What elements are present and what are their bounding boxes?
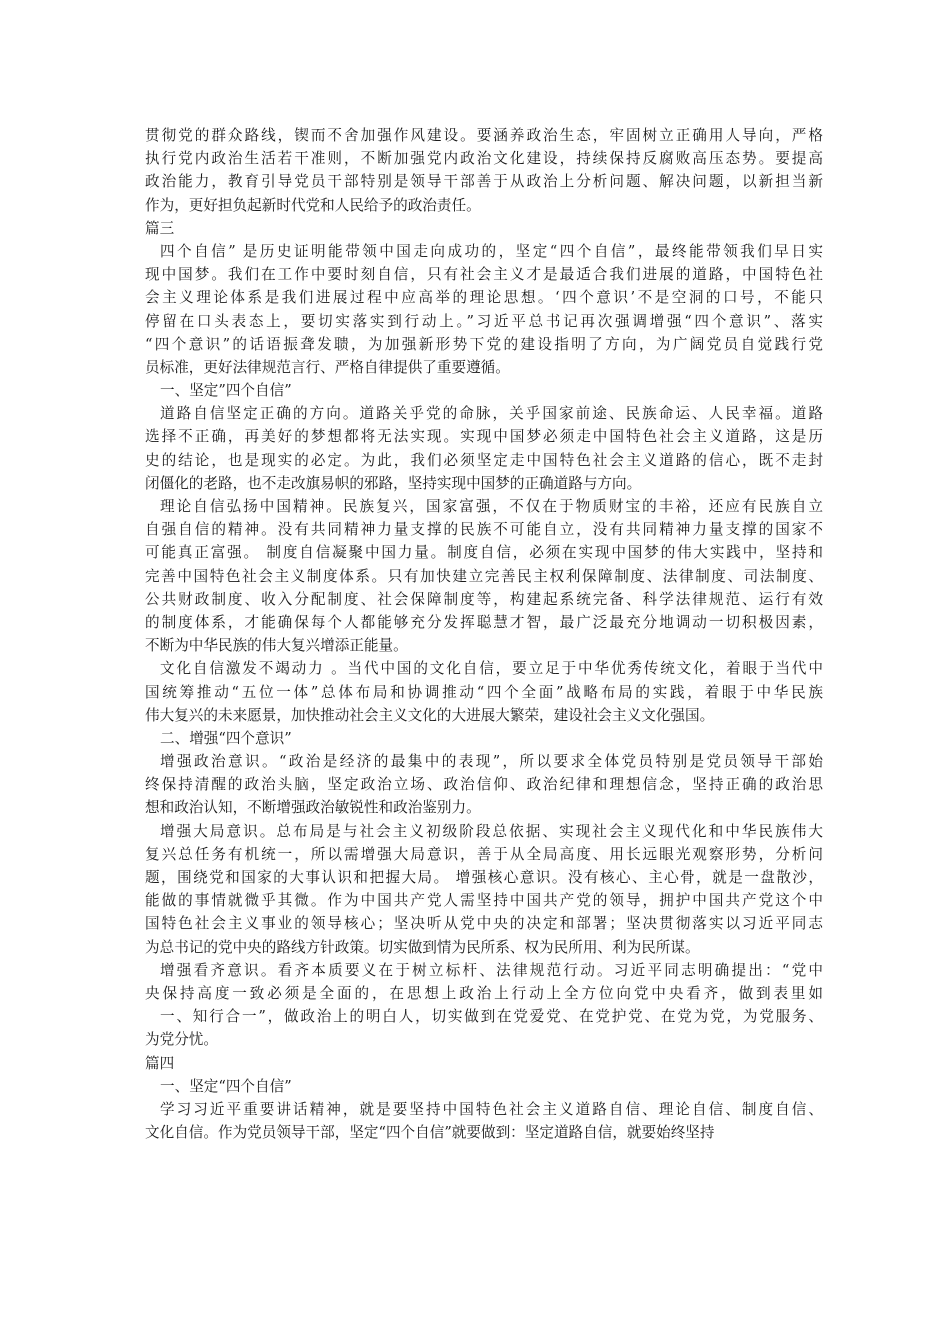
text-line: 会主义理论体系是我们进展过程中应高举的理论思想。‘四个意识’不是空洞的口号，不能只 — [145, 289, 823, 307]
text-line: 一、坚定“四个自信” — [160, 1077, 292, 1095]
text-line: “四个意识”的话语振聋发聩，为加强新形势下党的建设指明了方向，为广阔党员自觉践行党 — [145, 335, 823, 353]
text-line: 学习习近平重要讲话精神，就是要坚持中国特色社会主义道路自信、理论自信、制度自信、 — [160, 1100, 823, 1118]
text-line: 题，围绕党和国家的大事认识和把握大局。 增强核心意识。没有核心、主心骨，就是一盘散沙， — [145, 869, 823, 886]
text-line: 二、增强“四个意识” — [160, 729, 292, 747]
text-line: 文化自信激发不竭动力 。当代中国的文化自信，要立足于中华优秀传统文化，着眼于当代中 — [160, 660, 823, 678]
text-line: 执行党内政治生活若干准则，不断加强党内政治文化建设，持续保持反腐败高压态势。要提高 — [145, 150, 823, 168]
document-body — [145, 124, 823, 1144]
text-line: 史的结论，也是现实的必定。为此，我们必须坚定走中国特色社会主义道路的信心，既不走封 — [145, 451, 823, 469]
text-line: 贯彻党的群众路线，锲而不舍加强作风建设。要涵养政治生态，牢固树立正确用人导向，严格 — [145, 127, 823, 144]
text-line: 能做的事情就微乎其微。作为中国共产党人需坚持中国共产党的领导，拥护中国共产党这个中 — [145, 892, 823, 910]
text-line: 停留在口头表态上，要切实落实到行动上。”习近平总书记再次强调增强“四个意识”、落实 — [145, 312, 823, 330]
text-line: 现中国梦。我们在工作中要时刻自信，只有社会主义才是最适合我们进展的道路，中国特色社 — [145, 266, 823, 284]
text-line: 增强大局意识。总布局是与社会主义初级阶段总依据、实现社会主义现代化和中华民族伟大 — [160, 822, 823, 840]
text-line: 选择不正确，再美好的梦想都将无法实现。实现中国梦必须走中国特色社会主义道路，这是历 — [145, 428, 823, 446]
text-line: 完善中国特色社会主义制度体系。只有加快建立完善民主权利保障制度、法律制度、司法制度、 — [145, 567, 823, 585]
text-line: 国特色社会主义事业的领导核心；坚决听从党中央的决定和部署；坚决贯彻落实以习近平同志 — [145, 915, 823, 933]
text-line: 公共财政制度、收入分配制度、社会保障制度等，构建起系统完备、科学法律规范、运行有效 — [145, 590, 823, 608]
text-line: 一、知行合一”，做政治上的明白人，切实做到在党爱党、在党护党、在党为党，为党服务、 — [160, 1008, 823, 1026]
text-line: 理论自信弘扬中国精神。民族复兴，国家富强，不仅在于物质财宝的丰裕，还应有民族自立 — [160, 498, 823, 515]
text-line: 为党分忧。 — [145, 1031, 218, 1049]
text-line: 四个自信” 是历史证明能带领中国走向成功的，坚定“四个自信”，最终能带领我们早日实 — [160, 242, 823, 260]
text-line: 央保持高度一致必须是全面的，在思想上政治上行动上全方位向党中央看齐，做到表里如 — [145, 984, 823, 1002]
text-line: 自强自信的精神。没有共同精神力量支撑的民族不可能自立，没有共同精神力量支撑的国家不 — [145, 521, 823, 539]
text-line: 闭僵化的老路，也不走改旗易帜的邪路，坚持实现中国梦的正确道路与方向。 — [145, 474, 642, 492]
text-line: 国统筹推动“五位一体”总体布局和协调推动“四个全面”战略布局的实践，着眼于中华民族 — [145, 683, 823, 701]
text-line: 一、坚定”四个自信” — [160, 382, 292, 400]
text-line: 伟大复兴的未来愿景，加快推动社会主义文化的大进展大繁荣，建设社会主义文化强国。 — [145, 706, 715, 724]
text-line: 增强看齐意识。看齐本质要义在于树立标杆、法律规范行动。习近平同志明确提出：“党中 — [160, 961, 823, 979]
text-line: 终保持清醒的政治头脑，坚定政治立场、政治信仰、政治纪律和理想信念，坚持正确的政治思 — [145, 776, 823, 794]
text-line: 为总书记的党中央的路线方针政策。切实做到情为民所系、权为民所用、利为民所谋。 — [145, 938, 700, 956]
text-line: 想和政治认知，不断增强政治敏锐性和政治鉴别力。 — [145, 799, 481, 817]
text-line: 篇四 — [145, 1054, 175, 1072]
text-line: 文化自信。作为党员领导干部，坚定“四个自信”就要做到：坚定道路自信，就要始终坚持 — [145, 1124, 715, 1142]
text-line: 员标准，更好法律规范言行、严格自律提供了重要遵循。 — [145, 358, 510, 376]
text-line: 作为，更好担负起新时代党和人民给予的政治责任。 — [145, 196, 481, 214]
text-line: 篇三 — [145, 219, 175, 237]
text-line: 不断为中华民族的伟大复兴增添正能量。 — [145, 637, 408, 655]
text-line: 可能真正富强。 制度自信凝聚中国力量。制度自信，必须在实现中国梦的伟大实践中，坚持和 — [145, 544, 823, 562]
text-line: 政治能力，教育引导党员干部特别是领导干部善于从政治上分析问题、解决问题，以新担当新 — [145, 173, 823, 191]
text-line: 道路自信坚定正确的方向。道路关乎党的命脉，关乎国家前途、民族命运、人民幸福。道路 — [160, 405, 823, 423]
text-line: 的制度体系，才能确保每个人都能够充分发挥聪慧才智，最广泛最充分地调动一切积极因素， — [145, 613, 823, 631]
text-line: 增强政治意识。“政治是经济的最集中的表现”，所以要求全体党员特别是党员领导干部始 — [160, 753, 823, 771]
text-line: 复兴总任务有机统一，所以需增强大局意识，善于从全局高度、用长远眼光观察形势，分析问 — [145, 845, 823, 863]
